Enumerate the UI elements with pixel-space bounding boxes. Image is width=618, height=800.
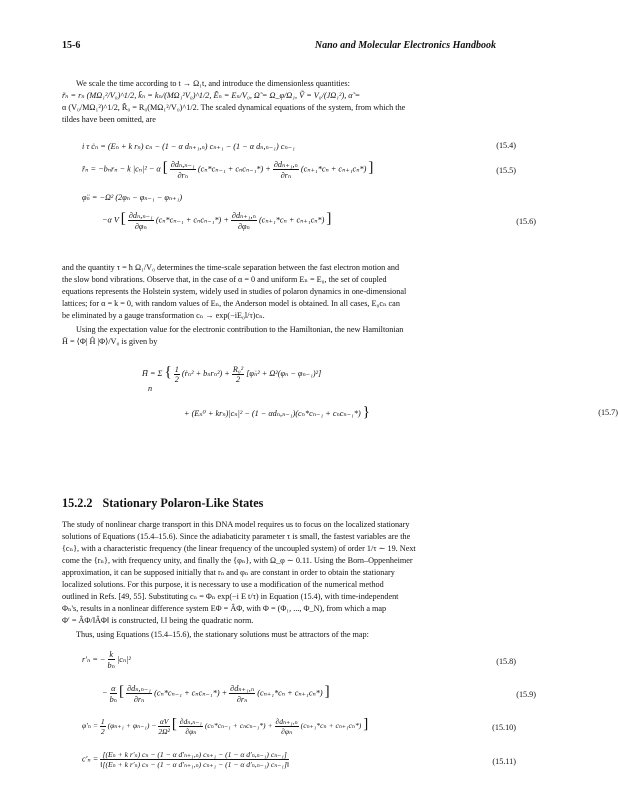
numerator: ∂dₙ,ₙ₋₁ — [127, 684, 152, 693]
section-heading — [62, 496, 263, 511]
equation-term: (cₙ*cₙ₋₁ + cₙcₙ₋₁*) + — [197, 164, 271, 174]
equation-15-8 — [62, 650, 516, 670]
equation-term: (cₙ₊₁*cₙ + cₙ₊₁cₙ*) — [300, 721, 362, 730]
equation-15-9 — [62, 683, 536, 704]
denominator: ∂φₙ — [281, 726, 293, 736]
numerator: ∂dₙ₊₁,ₙ — [231, 211, 256, 220]
numerator: 1 — [100, 716, 105, 726]
partial-fraction — [229, 683, 255, 704]
bracket-close: ] — [324, 683, 330, 700]
paragraph-line: localized solutions. For this purpose, it is necessary to use a modification of the numerical method — [62, 580, 384, 589]
paragraph-line: be eliminated by a gauge transformation cₙ → exp(−iE₀l/τ)cₙ. — [62, 311, 265, 320]
equation-15-5 — [62, 159, 516, 180]
partial-fraction — [170, 159, 196, 180]
equation-number: (15.4) — [496, 141, 516, 150]
partial-fraction — [128, 210, 154, 231]
paragraph-line: the slow bond vibrations. Observe that, in the case of α = 0 and uniform Eₙ = E₀, the set of coupled — [62, 275, 387, 284]
numerator: k — [109, 650, 114, 659]
equation-body: i τ ċₙ = (Eₙ + k rₙ) cₙ − (1 − α dₙ₊₁,ₙ) cₙ₊₁ − (1 − α dₙ,ₙ₋₁) cₙ₋₁ — [82, 142, 295, 151]
equation-15-6-line-2 — [62, 210, 536, 231]
bracket-open: [ — [162, 159, 168, 176]
paragraph-line: Using the expectation value for the electronic contribution to the Hamiltonian, the new Hamiltonian — [76, 325, 404, 334]
partial-fraction — [273, 159, 299, 180]
bracket-close: ] — [368, 159, 374, 176]
alpha-v-fraction — [158, 717, 170, 736]
r0-fraction — [232, 365, 244, 384]
denominator: ∂φₙ — [134, 222, 147, 231]
numerator: [(Eₙ + k r′ₙ) cₙ − (1 − α d′ₙ₊₁,ₙ) cₙ₊₁ − (1 − α d′ₙ,ₙ₋₁) cₙ₋₁] — [100, 750, 289, 760]
denominator: ‖[(Eₙ + k r′ₙ) cₙ − (1 − α d′ₙ₊₁,ₙ) cₙ₊₁ − (1 − α d′ₙ,ₙ₋₁) cₙ₋₁]‖ — [100, 760, 290, 769]
k-over-b-fraction — [108, 650, 115, 670]
equation-number: (15.7) — [598, 408, 618, 417]
numerator: ∂dₙ₊₁,ₙ — [230, 684, 255, 693]
equation-lhs: c′ₙ = — [82, 754, 99, 764]
brace-close: } — [362, 404, 370, 420]
half-fraction — [174, 365, 180, 384]
denominator: bₙ — [107, 661, 115, 670]
denominator: ∂φₙ — [237, 222, 250, 231]
equation-term: [φ̇ₙ² + Ω²(φₙ − φₙ₋₁)²] — [246, 369, 322, 378]
denominator: 2 — [235, 374, 241, 384]
equation-number: (15.6) — [516, 217, 536, 226]
numerator: ∂dₙ,ₙ₋₁ — [128, 211, 153, 220]
equation-term: (cₙ₊₁*cₙ + cₙ₊₁cₙ*) — [258, 215, 325, 225]
half-fraction — [100, 717, 106, 736]
paragraph-line: equations represents the Holstein system, widely used in studies of polaron dynamics in one-dimensional — [62, 287, 407, 296]
equation-term: (cₙ*cₙ₋₁ + cₙcₙ₋₁*) + — [204, 721, 273, 730]
numerator: ∂dₙ,ₙ₋₁ — [170, 160, 195, 169]
equation-lhs: − — [102, 688, 108, 698]
intro-line-3: α (V₀/MΩ₁²)^1/2, R̃₀ = R₀(MΩ₁²/V₀)^1/2. The scaled dynamical equations of the system, from which the — [62, 103, 406, 112]
normalized-map-fraction — [100, 750, 289, 769]
denominator: ∂rₙ — [280, 171, 292, 180]
bracket-close: ] — [363, 716, 369, 732]
denominator: 2Ω² — [158, 726, 170, 736]
equation-15-10 — [62, 716, 516, 736]
denominator: ∂rₙ — [236, 695, 248, 704]
brace-open: { — [164, 364, 172, 380]
equation-number: (15.5) — [496, 166, 516, 175]
bracket-close: ] — [326, 210, 332, 227]
equation-lhs: −α V — [102, 215, 119, 225]
numerator: 1 — [174, 364, 179, 374]
equation-body: φ̈ₙ = −Ω² (2φₙ − φₙ₋₁ − φₙ₊₁) — [82, 193, 183, 202]
sum-index: n — [148, 384, 153, 393]
partial-fraction — [231, 210, 257, 231]
numerator: α — [111, 683, 116, 693]
paragraph-line: The study of nonlinear charge transport in this DNA model requires us to focus on the localized stationary — [62, 520, 410, 529]
alpha-over-b-fraction — [110, 684, 117, 704]
equation-term: (cₙ*cₙ₋₁ + cₙcₙ₋₁*) + — [154, 688, 228, 698]
equation-number: (15.8) — [496, 657, 516, 666]
numerator: ∂dₙ,ₙ₋₁ — [179, 716, 202, 726]
denominator: ∂φₙ — [185, 726, 197, 736]
intro-line-4: tildes have been omitted, are — [62, 115, 156, 124]
page-number: 15-6 — [62, 40, 81, 51]
paragraph-line: and the quantity τ = ħ Ω₁/V₀ determines the time-scale separation between the fast electron motion and — [62, 263, 400, 272]
page-header — [62, 40, 496, 56]
paragraph-line: Φ′ = ÂΦ/‖ÂΦ‖ is constructed, ‖.‖ being the quadratic norm. — [62, 616, 254, 625]
equation-body: + (Eₙ⁰ + krₙ)|cₙ|² − (1 − αdₙ,ₙ₋₁)(cₙ*cₙ₋₁ + cₙcₙ₋₁*) — [184, 409, 361, 418]
equation-number: (15.10) — [492, 723, 516, 732]
paragraph-line: Φₙ's, results in a nonlinear difference system EΦ = ÂΦ, with Φ = (Φ₁, ..., Φ_N), from which a map — [62, 604, 387, 613]
equation-15-4 — [62, 141, 516, 151]
equation-lhs: H̄ = Σ — [142, 369, 163, 378]
partial-fraction — [126, 683, 152, 704]
numerator: ∂dₙ₊₁,ₙ — [273, 160, 298, 169]
section-number: 15.2.2 — [62, 496, 93, 510]
denominator: 2 — [100, 726, 105, 736]
equation-lhs: r̈ₙ = −bₙrₙ − k |cₙ|² − α — [82, 164, 161, 174]
numerator: R₀² — [232, 364, 244, 374]
paragraph-line: H̄ = ⟨Φ| Ĥ |Φ⟩/V₀ is given by — [62, 337, 158, 346]
equation-term: (cₙ₊₁*cₙ + cₙ₊₁cₙ*) — [257, 688, 323, 698]
equation-term: (cₙ₊₁*cₙ + cₙ₊₁cₙ*) — [300, 164, 367, 174]
equation-15-7-line-1 — [62, 364, 576, 384]
equation-lhs: r′ₙ = − — [82, 654, 106, 664]
paragraph-line: {cₙ}, with a characteristic frequency (the linear frequency of the uncoupled system) of order 1/τ ∼ 19. Next — [62, 544, 416, 553]
intro-line-1: We scale the time according to t → Ω₁t, and introduce the dimensionless quantities: — [76, 79, 350, 88]
equation-lhs: φ′ₙ = — [82, 721, 98, 730]
partial-fraction — [275, 717, 299, 736]
section-title: Stationary Polaron-Like States — [102, 496, 264, 510]
denominator: bₙ — [109, 694, 117, 704]
bracket-open: [ — [171, 716, 177, 732]
paragraph-line: Thus, using Equations (15.4–15.6), the stationary solutions must be attractors of the map: — [76, 630, 369, 639]
denominator: ∂rₙ — [177, 171, 189, 180]
numerator: ∂dₙ₊₁,ₙ — [275, 716, 298, 726]
equation-number: (15.9) — [516, 690, 536, 699]
paragraph-line: approximation, it can be supposed initially that rₙ and φₙ are constant in order to obtain the stationary — [62, 568, 395, 577]
paragraph-line: come the {rₙ}, with frequency unity, and finally the {φₙ}, with Ω_φ ∼ 0.11. Using the Born–Oppenheimer — [62, 556, 413, 565]
numerator: αV — [159, 716, 169, 726]
equation-15-7-line-2 — [62, 404, 618, 421]
equation-term: (ṙₙ² + bₙrₙ²) + — [181, 369, 230, 378]
running-title: Nano and Molecular Electronics Handbook — [314, 40, 496, 51]
paragraph-line: solutions of Equations (15.4–15.6). Since the adiabaticity parameter τ is small, the fastest variables are the — [62, 532, 411, 541]
paragraph-line: lattices; for α = k = 0, with random values of Eₙ, the Anderson model is obtained. In all cases, E₀cₙ can — [62, 299, 400, 308]
equation-term: (cₙ*cₙ₋₁ + cₙcₙ₋₁*) + — [155, 215, 229, 225]
partial-fraction — [179, 717, 203, 736]
denominator: 2 — [174, 374, 179, 384]
equation-15-6-line-1 — [62, 192, 516, 202]
paragraph-line: outlined in Refs. [49, 55]. Substituting cₙ = Φₙ exp(−i E t/τ) in Equation (15.4), with time-independent — [62, 592, 399, 601]
bracket-open: [ — [120, 210, 126, 227]
equation-term: |cₙ|² — [116, 654, 131, 664]
bracket-open: [ — [119, 683, 125, 700]
equation-term: (φₙ₊₁ + φₙ₋₁) − — [107, 721, 157, 730]
equation-15-11 — [62, 750, 516, 769]
intro-line-2: r̃ₙ = rₙ (MΩ₁²/V₀)^1/2, k̃ₙ = kₙ/(MΩ₁²V₀)^1/2, Ẽₙ = Eₙ/V₀, Ω̃ = Ω_φ/Ω₁, Ṽ = V₀/(JΩ₁²), α̃ = — [62, 91, 361, 100]
equation-number: (15.11) — [492, 757, 516, 766]
denominator: ∂rₙ — [133, 695, 145, 704]
